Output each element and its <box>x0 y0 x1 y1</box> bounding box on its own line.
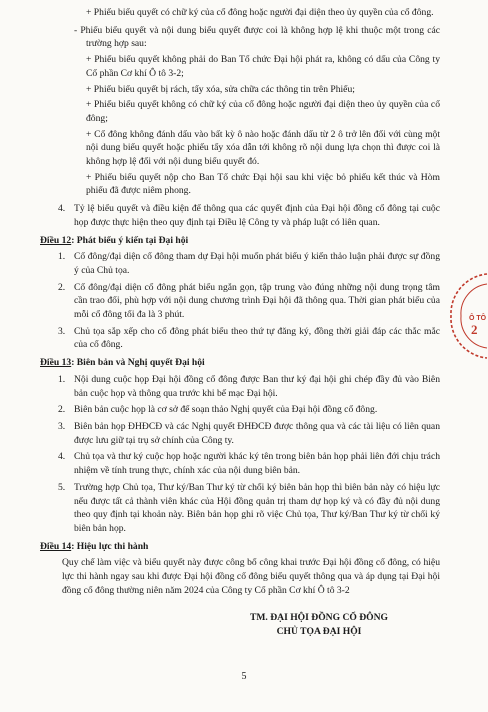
article-13-list <box>0 370 488 536</box>
list-text: Cổ đông/đại diện cổ đông phát biểu ngắn gọn, tập trung vào đúng những nội dung trọng tâm cần trao đổi, phù hợp với nội dung chương trình Đại hội đã thông qua. Thời gian phát biểu của mỗi cổ đông tối đa là 3 phút. <box>74 281 440 321</box>
list-number: 4. <box>58 451 66 463</box>
paragraph-invalid-no-mark: + Cổ đông không đánh dấu vào bất kỳ ô nào hoặc đánh dấu từ 2 ô trở lên đối với cùng một nội dung biểu quyết hoặc phiếu tẩy xóa dẫn tới không rõ nội dung lựa chọn thì được coi là không hợp lệ đối với nội dung biểu quyết đó. <box>86 128 440 168</box>
paragraph-invalid-not-issued: + Phiếu biểu quyết không phải do Ban Tổ chức Đại hội phát ra, không có dấu của Công ty Cổ phần Cơ khí Ô tô 3-2; <box>86 54 440 79</box>
stamp-text: Ô TÔ <box>469 315 487 322</box>
signature-title: TM. ĐẠI HỘI ĐỒNG CỔ ĐÔNG <box>249 612 389 624</box>
list-number: 1. <box>58 373 66 385</box>
article-14-heading <box>0 540 488 554</box>
list-item <box>0 202 488 229</box>
list-text: Tỷ lệ biểu quyết và điều kiện để thông qua các quyết định của Đại hội đồng cổ đông tại cuộc họp được thực hiện theo quy định tại Điều lệ Công ty và pháp luật có liên quan. <box>74 203 440 228</box>
paragraph-invalid-cases: - Phiếu biểu quyết và nội dung biểu quyết được coi là không hợp lệ khi thuộc một trong các trường hợp sau: <box>74 24 440 50</box>
article-12-list <box>0 247 488 352</box>
article-12-title: Điều 12 <box>40 234 72 246</box>
article-12-heading <box>0 234 488 248</box>
article-14-subtitle: : Hiệu lực thi hành <box>71 540 149 552</box>
list-number: 4. <box>58 203 66 215</box>
paragraph-valid-signature: + Phiếu biểu quyết có chữ ký của cổ đông hoặc người đại diện theo ủy quyền của cổ đông. <box>86 7 434 18</box>
list-item <box>0 373 488 400</box>
list-text: Trường hợp Chủ tọa, Thư ký/Ban Thư ký từ chối ký biên bản họp thì biên bản này có hiệu lực nếu được tất cả thành viên khác của Hội đồng quản trị tham dự họp ký và có đầy đủ nội dung theo quy định tại khoản này. Biên bản họp ghi rõ việc Chủ tọa, Thư ký/Ban Thư ký từ chối ký biên bản họp. <box>74 481 440 534</box>
list-number: 2. <box>58 281 66 293</box>
list-item <box>0 450 488 477</box>
list-text: Chủ tọa sắp xếp cho cổ đông phát biểu theo thứ tự đăng ký, đồng thời giải đáp các thắc mắc của cổ đông. <box>74 325 440 351</box>
article-13-subtitle: : Biên bản và Nghị quyết Đại hội <box>71 357 205 369</box>
list-number: 2. <box>58 404 66 416</box>
list-item <box>0 481 488 536</box>
list-item <box>0 281 488 322</box>
article-13-heading <box>0 356 488 370</box>
stamp-number: 2 <box>471 322 478 337</box>
list-item <box>0 420 488 447</box>
page-number: 5 <box>241 671 247 682</box>
article-14-text: Quy chế làm việc và biểu quyết này được công bố công khai trước Đại hội đồng cổ đông, có hiệu lực thi hành ngay sau khi được Đại hội đồng cổ đông biểu quyết thông qua và áp dụng tại Đại hội đồng cổ đông thường niên năm 2024 của Công ty Cổ phần Cơ khí Ô tô 3-2 <box>62 557 440 596</box>
list-item <box>0 403 488 417</box>
list-text: Chủ tọa và thư ký cuộc họp hoặc người khác ký tên trong biên bản họp phải liên đới chịu trách nhiệm về tính trung thực, chính xác của nội dung biên bản. <box>74 451 440 477</box>
red-stamp-seal <box>443 270 488 362</box>
list-number: 3. <box>58 325 66 337</box>
list-number: 5. <box>58 481 66 493</box>
article-13-title: Điều 13 <box>40 357 72 369</box>
list-text: Biên bản họp ĐHĐCĐ và các Nghị quyết ĐHĐCĐ được thông qua và các tài liệu có liên quan được lưu giữ tại trụ sở chính của Công ty. <box>74 420 440 446</box>
list-text: Nội dung cuộc họp Đại hội đồng cổ đông được Ban thư ký đại hội ghi chép đầy đủ vào Biên bản cuộc họp và thông qua trước khi bế mạc Đại hội. <box>74 373 440 399</box>
paragraph-invalid-late: + Phiếu biểu quyết nộp cho Ban Tổ chức Đại hội sau khi việc bỏ phiếu kết thúc và Hòm phiếu đã được niêm phong. <box>86 171 440 197</box>
list-text: Cổ đông/đại diện cổ đông tham dự Đại hội muốn phát biểu ý kiến thảo luận phải được sự đồng ý của Chủ tọa. <box>74 251 440 276</box>
list-number: 3. <box>58 420 66 432</box>
list-item <box>0 250 488 277</box>
paragraph-invalid-no-signature: + Phiếu biểu quyết không có chữ ký của cổ đông hoặc người đại diện theo ủy quyền của cổ đông; <box>86 99 440 124</box>
list-text: Biên bản cuộc họp là cơ sở để soạn thảo Nghị quyết của Đại hội đồng cổ đông. <box>74 404 378 416</box>
article-14-title: Điều 14 <box>40 540 72 552</box>
list-number: 1. <box>58 251 66 263</box>
list-item <box>0 325 488 352</box>
article-12-subtitle: : Phát biểu ý kiến tại Đại hội <box>71 234 189 246</box>
paragraph-invalid-torn: + Phiếu biểu quyết bị rách, tẩy xóa, sửa chữa các thông tin trên Phiếu; <box>86 83 355 95</box>
signature-role: CHỦ TỌA ĐẠI HỘI <box>276 626 362 638</box>
